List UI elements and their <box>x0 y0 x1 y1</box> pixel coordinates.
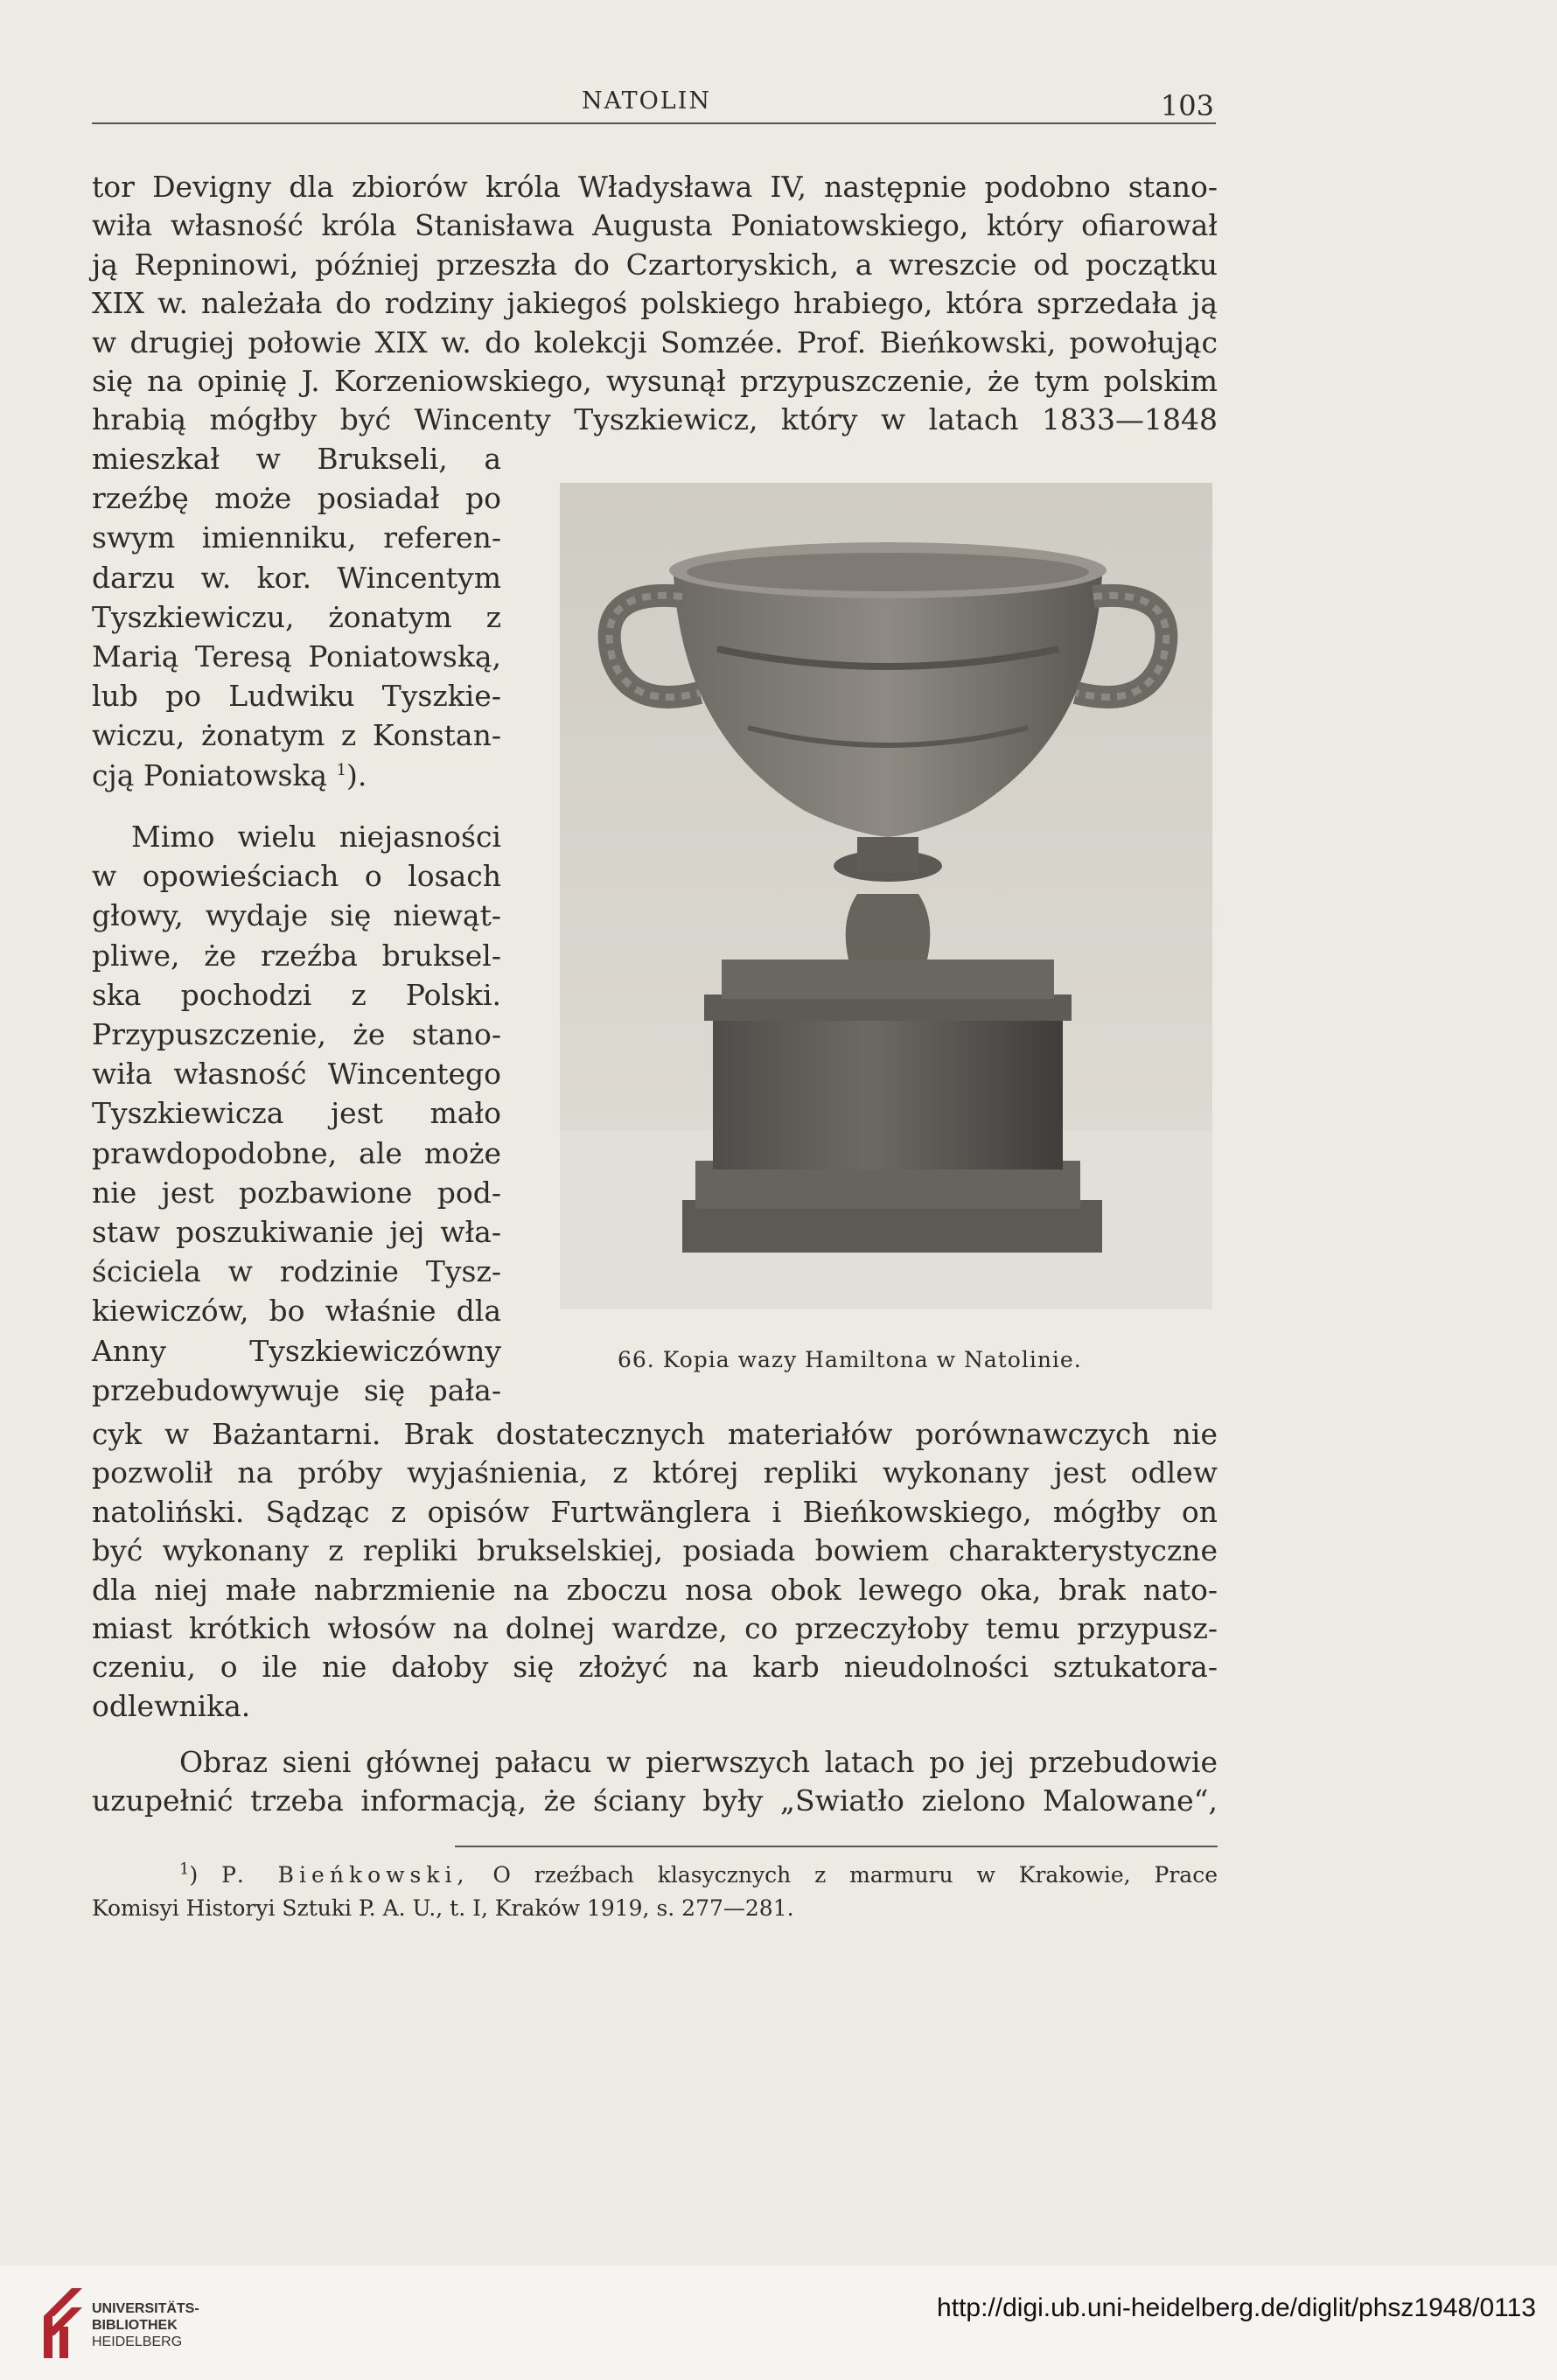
footnote-line: Komisyi Historyi Sztuki P. A. U., t. I, Kraków 1919, s. 277—281. <box>92 1895 794 1921</box>
text-line: ska pochodzi z Polski. <box>92 977 501 1012</box>
footnote <box>92 1859 1218 1925</box>
page-header <box>92 80 1216 124</box>
vase-photograph <box>560 483 1212 1309</box>
text-line: hrabią mógłby być Wincenty Tyszkiewicz, który w latach 1833—1848 <box>92 402 1218 437</box>
paragraph-top <box>92 168 1218 440</box>
text-line: Przypuszczenie, że stano- <box>92 1017 501 1052</box>
text-line: pozwolił na próby wyjaśnienia, z której repliki wykonany jest odlew <box>92 1455 1218 1490</box>
vase-illustration <box>560 483 1212 1309</box>
paragraph-bottom <box>92 1415 1218 1726</box>
footnote-line: $^1$) P. Bieńkowski, O rzeźbach klasycznych z marmuru w Krakowie, Prace <box>179 1860 1218 1888</box>
running-title: NATOLIN <box>582 87 712 115</box>
library-logo-icon[interactable] <box>37 2281 89 2362</box>
text-line: staw poszukiwanie jej wła- <box>92 1215 501 1250</box>
text-line: pliwe, że rzeźba bruksel- <box>92 938 501 973</box>
text-fragment: cją Poniatowską <box>92 757 328 792</box>
text-line: XIX w. należała do rodziny jakiegoś polskiego hrabiego, która sprzedała ją <box>92 286 1218 321</box>
text-line: miast krótkich włosów na dolnej wardze, co przeczyłoby temu przypusz- <box>92 1611 1218 1646</box>
text-line: rzeźbę może posiadał po <box>92 481 501 516</box>
text-line: Anny Tyszkiewiczówny <box>92 1333 501 1368</box>
library-name-line: HEIDELBERG <box>92 2335 183 2349</box>
text-line: Marią Teresą Poniatowską, <box>92 639 501 674</box>
text-line: czeniu, o ile nie dałoby się złożyć na karb nieudolności sztukatora- <box>92 1650 1218 1685</box>
footnote-mark: 1 <box>179 1860 190 1879</box>
text-line: kiewiczów, bo właśnie dla <box>92 1294 501 1329</box>
text-line: Obraz sieni głównej pałacu w pierwszych latach po jej przebudowie <box>179 1745 1218 1779</box>
text-line: wiła własność króla Stanisława Augusta Poniatowskiego, który ofiarował <box>92 208 1218 243</box>
text-line: w opowieściach o losach <box>92 859 501 894</box>
library-name-line: BIBLIOTHEK <box>92 2318 178 2333</box>
text-line: tor Devigny dla zbiorów króla Władysława IV, następnie podobno stano- <box>92 170 1218 204</box>
text-line: Tyszkiewiczu, żonatym z <box>92 599 501 634</box>
library-name-line: UNIVERSITÄTS- <box>92 2301 199 2316</box>
permalink-url[interactable]: http://digi.ub.uni-heidelberg.de/diglit/phsz1948/0113 <box>937 2293 1536 2322</box>
column-text-lower <box>92 817 501 1410</box>
page-number: 103 <box>1160 89 1214 122</box>
text-line: ściciela w rodzinie Tysz- <box>92 1254 501 1289</box>
text-line: ją Repninowi, później przeszła do Czartoryskich, a wreszcie od początku <box>92 247 1218 282</box>
text-line: uzupełnić trzeba informacją, że ściany były „Swiatło zielono Malowane“, <box>92 1783 1218 1818</box>
text-line: prawdopodobne, ale może <box>92 1135 501 1170</box>
footnote-rule <box>455 1846 1218 1847</box>
footnote-text: O rzeźbach klasycznych z marmuru w Krakowie, Prace <box>492 1862 1218 1888</box>
text-line: mieszkał w Brukseli, a <box>92 442 501 476</box>
column-text-upper <box>92 439 501 795</box>
text-line <box>92 756 501 795</box>
text-line: w drugiej połowie XIX w. do kolekcji Somzée. Prof. Bieńkowski, powołując <box>92 325 1218 359</box>
footnote-author: P. Bieńkowski, <box>221 1862 470 1888</box>
header-rule <box>92 122 1216 124</box>
text-line: darzu w. kor. Wincentym <box>92 560 501 595</box>
text-fragment: ). <box>346 757 367 792</box>
footnote-reference[interactable]: 1 <box>336 760 347 779</box>
text-line: się na opinię J. Korzeniowskiego, wysunął przypuszczenie, że tym polskim <box>92 364 1218 399</box>
text-line: nie jest pozbawione pod- <box>92 1175 501 1210</box>
text-line: swym imienniku, referen- <box>92 520 501 555</box>
text-line: lub po Ludwiku Tyszkie- <box>92 679 501 714</box>
text-line: dla niej małe nabrzmienie na zboczu nosa obok lewego oka, brak nato- <box>92 1572 1218 1607</box>
text-line: natoliński. Sądząc z opisów Furtwänglera i Bieńkowskiego, mógłby on <box>92 1494 1218 1529</box>
text-line: wiczu, żonatym z Konstan- <box>92 718 501 753</box>
library-name <box>92 2300 199 2350</box>
paragraph-last <box>92 1743 1218 1821</box>
text-line: wiła własność Wincentego <box>92 1057 501 1092</box>
text-line: cyk w Bażantarni. Brak dostatecznych materiałów porównawczych nie <box>92 1417 1218 1451</box>
text-line: głowy, wydaje się niewąt- <box>92 898 501 933</box>
text-line: Mimo wielu niejasności <box>131 820 501 854</box>
text-line: przebudowywuje się pała- <box>92 1372 501 1407</box>
figure-caption: 66. Kopia wazy Hamiltona w Natolinie. <box>618 1347 1082 1372</box>
text-line: być wykonany z repliki brukselskiej, posiada bowiem charakterystyczne <box>92 1533 1218 1568</box>
text-line: Tyszkiewicza jest mało <box>92 1096 501 1131</box>
viewer-footer <box>0 2265 1557 2380</box>
text-line: odlewnika. <box>92 1688 251 1723</box>
